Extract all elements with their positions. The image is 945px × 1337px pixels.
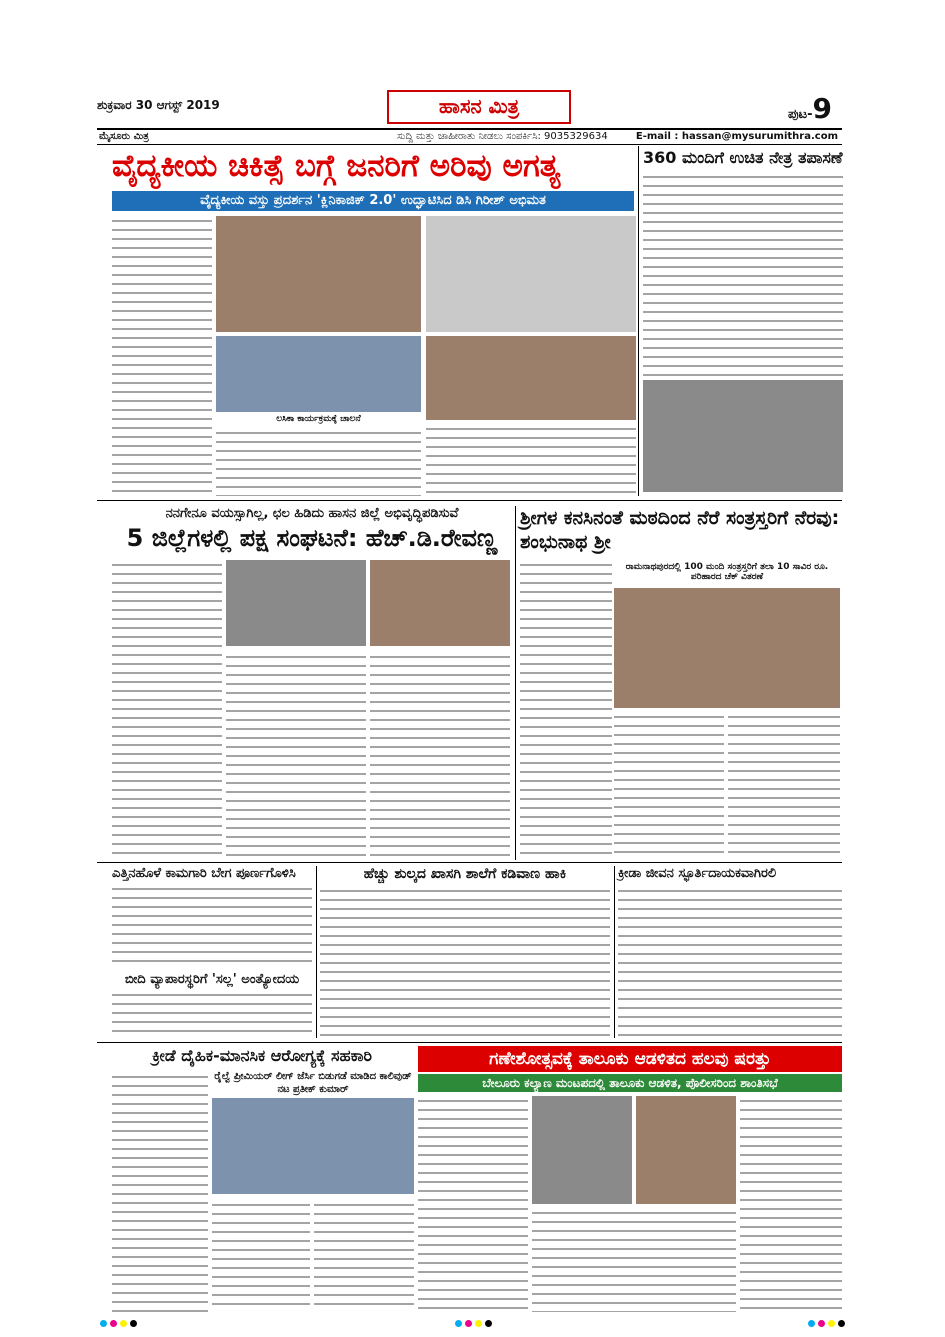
article-10-body-col1 [418,1096,528,1312]
section-divider [97,1042,842,1043]
article-9-subhead: ರೈಲ್ವೆ ಪ್ರೀಮಿಯರ್ ಲೀಗ್ ಜೆರ್ಸಿ ಬಿಡುಗಡೆ ಮಾಡಿದ ಕಾಲಿವುಡ್ ನಟ ಪ್ರತೀಕ್ ಕುಮಾರ್ [214,1071,412,1095]
page-number [788,92,832,125]
article-10-subhead: ಬೇಲೂರು ಕಲ್ಯಾಣ ಮಂಟಪದಲ್ಲಿ ತಾಲೂಕು ಆಡಳಿತ, ಪೊಲೀಸರಿಂದ ಶಾಂತಿಸಭೆ [418,1074,842,1092]
article-10-photo-2 [636,1096,736,1204]
section-divider [97,862,842,863]
issue-date: ಶುಕ್ರವಾರ 30 ಆಗಸ್ಟ್ 2019 [97,98,220,112]
section-divider [97,500,842,501]
article-3-photo-2 [370,560,510,646]
article-4-body-col3 [728,712,840,860]
article-4-headline: ಶ್ರೀಗಳ ಕನಸಿನಂತೆ ಮಠದಿಂದ ನೆರೆ ಸಂತ್ರಸ್ತರಿಗೆ ನೆರವು: ಶಂಭುನಾಥ ಶ್ರೀ [520,507,840,553]
column-divider [316,866,317,1038]
article-3-kicker: ನನಗೇನೂ ವಯಸ್ಸಾಗಿಲ್ಲ, ಛಲ ಹಿಡಿದು ಹಾಸನ ಜಿಲ್ಲೆ ಅಭಿವೃದ್ಧಿಪಡಿಸುವೆ [165,506,459,521]
article-1-photo-2 [426,216,636,332]
article-10-body-col3 [740,1096,842,1312]
article-7-headline: ಹೆಚ್ಚು ಶುಲ್ಕದ ಖಾಸಗಿ ಶಾಲೆಗೆ ಕಡಿವಾಣ ಹಾಕಿ [363,866,567,882]
article-9-photo [212,1098,414,1194]
article-1-photo-3 [216,336,421,412]
contact-phone: ಸುದ್ದಿ ಮತ್ತು ಜಾಹೀರಾತು ನೀಡಲು ಸಂಪರ್ಕಿಸಿ: 9035329634 [397,131,608,142]
article-7-body [320,886,610,1038]
contact-bar [97,128,842,145]
article-3-body-col2 [226,652,366,860]
article-1-photo-1 [216,216,421,332]
registration-marks-center [455,1320,492,1327]
column-divider [515,506,516,860]
article-2-body [643,172,843,378]
article-3-body-col1 [112,560,222,860]
article-3-headline: 5 ಜಿಲ್ಲೆಗಳಲ್ಲಿ ಪಕ್ಷ ಸಂಘಟನೆ: ಹೆಚ್.ಡಿ.ರೇವಣ್ಣ [126,524,498,552]
publication-name: ಮೈಸೂರು ಮಿತ್ರ [99,131,149,142]
page-title: ಹಾಸನ ಮಿತ್ರ [387,90,571,124]
article-5-body [112,884,312,968]
article-9-headline: ಕ್ರೀಡೆ ದೈಹಿಕ-ಮಾನಸಿಕ ಆರೋಗ್ಯಕ್ಕೆ ಸಹಕಾರಿ [152,1046,372,1065]
column-divider [614,866,615,1038]
article-1-photo-4 [426,336,636,420]
article-2-headline: 360 ಮಂದಿಗೆ ಉಚಿತ ನೇತ್ರ ತಪಾಸಣೆ [643,148,843,167]
article-10-body-col2 [532,1208,736,1312]
article-10-headline: ಗಣೇಶೋತ್ಸವಕ್ಕೆ ತಾಲೂಕು ಆಡಳಿತದ ಹಲವು ಷರತ್ತು [418,1046,842,1072]
article-8-headline: ಕ್ರೀಡಾ ಜೀವನ ಸ್ಫೂರ್ತಿದಾಯಕವಾಗಿರಲಿ [618,866,777,881]
article-8-body [618,886,842,1038]
article-1-subhead: ವೈದ್ಯಕೀಯ ವಸ್ತು ಪ್ರದರ್ಶನ 'ಕ್ಲಿನಿಕಾಜಿಕ್ 2.0' ಉದ್ಘಾಟಿಸಿದ ಡಿಸಿ ಗಿರೀಶ್ ಅಭಿಮತ [112,191,634,211]
article-9-body-col3 [314,1200,414,1312]
article-10-photo-1 [532,1096,632,1204]
article-1-body-col2 [216,428,421,496]
article-4-body-col1 [520,560,612,860]
article-1-photo-caption: ಲಸಿಕಾ ಕಾರ್ಯಕ್ರಮಕ್ಕೆ ಚಾಲನೆ [276,414,361,424]
article-9-body-col1 [112,1072,208,1312]
article-3-body-col3 [370,652,510,860]
article-5-headline: ಎತ್ತಿನಹೊಳೆ ಕಾಮಗಾರಿ ಬೇಗ ಪೂರ್ಣಗೊಳಿಸಿ [112,866,296,881]
article-2-photo [643,380,843,492]
article-9-body-col2 [212,1200,310,1312]
article-6-headline: ಬೀದಿ ವ್ಯಾಪಾರಸ್ಥರಿಗೆ 'ಸಲ್ಲ' ಅಂತ್ಯೋದಯ [124,972,300,987]
column-divider [638,146,639,496]
article-4-photo-caption: ರಾಮನಾಥಪುರದಲ್ಲಿ 100 ಮಂದಿ ಸಂತ್ರಸ್ತರಿಗೆ ತಲಾ 10 ಸಾವಿರ ರೂ. ಪರಿಹಾರದ ಚೆಕ್ ವಿತರಣೆ [625,562,829,582]
article-1-body-col3 [426,424,636,496]
article-3-photo-1 [226,560,366,646]
article-1-headline: ವೈದ್ಯಕೀಯ ಚಿಕಿತ್ಸೆ ಬಗ್ಗೆ ಜನರಿಗೆ ಅರಿವು ಅಗತ್ಯ [112,148,561,184]
registration-marks-right [808,1320,845,1327]
article-1-body-col1 [112,216,212,496]
contact-email: E-mail : hassan@mysurumithra.com [635,131,838,142]
registration-marks-left [100,1320,137,1327]
article-4-body-col2 [614,712,724,860]
page-label: ಪುಟ- [788,107,813,122]
page-number-value: 9 [812,92,832,125]
article-6-body [112,990,312,1038]
article-4-photo [614,588,840,708]
